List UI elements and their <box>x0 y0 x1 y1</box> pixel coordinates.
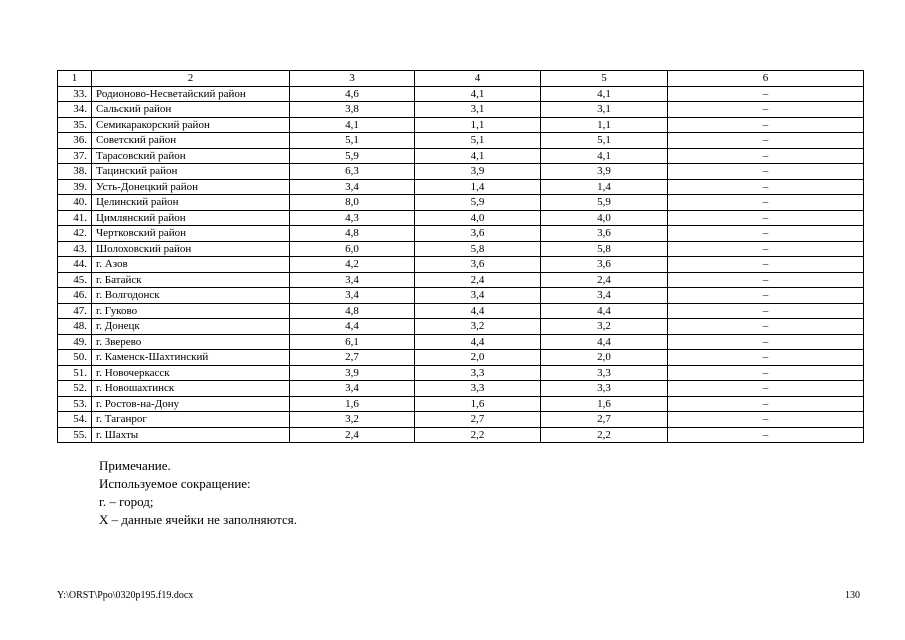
table-cell: г. Гуково <box>92 303 290 319</box>
table-cell: 2,7 <box>415 412 541 428</box>
table-cell: Тарасовский район <box>92 148 290 164</box>
footer-file-path: Y:\ORST\Ppo\0320p195.f19.docx <box>57 590 194 601</box>
table-row <box>58 319 864 335</box>
table-cell: 47. <box>58 303 92 319</box>
table-cell: 6,1 <box>290 334 415 350</box>
table-cell: – <box>668 179 864 195</box>
table-cell: 3,9 <box>541 164 668 180</box>
table-cell: 1,6 <box>541 396 668 412</box>
table-cell: 2,7 <box>290 350 415 366</box>
table-cell: 33. <box>58 86 92 102</box>
table-cell: 3,2 <box>290 412 415 428</box>
table-cell: – <box>668 303 864 319</box>
table-cell: 3,1 <box>415 102 541 118</box>
header-cell: 3 <box>290 71 415 87</box>
table-cell: г. Ростов-на-Дону <box>92 396 290 412</box>
table-header-row <box>58 71 864 87</box>
table-cell: 5,9 <box>290 148 415 164</box>
table-cell: 4,2 <box>290 257 415 273</box>
table-cell: 4,0 <box>415 210 541 226</box>
note-line: Х – данные ячейки не заполняются. <box>99 512 298 527</box>
data-table <box>57 70 864 443</box>
header-cell: 5 <box>541 71 668 87</box>
table-cell: 50. <box>58 350 92 366</box>
table-cell: – <box>668 226 864 242</box>
table-cell: – <box>668 319 864 335</box>
table-cell: – <box>668 272 864 288</box>
table-cell: 2,7 <box>541 412 668 428</box>
table-cell: 36. <box>58 133 92 149</box>
table-row <box>58 102 864 118</box>
table-row <box>58 148 864 164</box>
table-cell: – <box>668 365 864 381</box>
table-cell: 3,6 <box>541 226 668 242</box>
table-row <box>58 86 864 102</box>
table-row <box>58 396 864 412</box>
table-cell: 2,2 <box>415 427 541 443</box>
table-cell: 3,6 <box>415 257 541 273</box>
table-cell: г. Донецк <box>92 319 290 335</box>
note-line: Используемое сокращение: <box>99 476 251 491</box>
table-row <box>58 179 864 195</box>
table-row <box>58 195 864 211</box>
table-cell: 1,1 <box>541 117 668 133</box>
table-cell: 3,2 <box>415 319 541 335</box>
table-cell: 35. <box>58 117 92 133</box>
note-block <box>99 457 297 529</box>
table-cell: – <box>668 427 864 443</box>
table-cell: 38. <box>58 164 92 180</box>
table-cell: г. Новочеркасск <box>92 365 290 381</box>
table-cell: – <box>668 117 864 133</box>
table-cell: 54. <box>58 412 92 428</box>
table-cell: г. Каменск-Шахтинский <box>92 350 290 366</box>
table-cell: 4,1 <box>541 148 668 164</box>
table-cell: 49. <box>58 334 92 350</box>
table-cell: 3,4 <box>415 288 541 304</box>
table-cell: г. Шахты <box>92 427 290 443</box>
table-cell: 2,2 <box>541 427 668 443</box>
table-cell: 4,1 <box>290 117 415 133</box>
table-row <box>58 257 864 273</box>
table-cell: 2,0 <box>415 350 541 366</box>
table-cell: Чертковский район <box>92 226 290 242</box>
table-cell: 3,3 <box>541 365 668 381</box>
table-cell: 40. <box>58 195 92 211</box>
table-cell: Семикаракорский район <box>92 117 290 133</box>
footer-page-number: 130 <box>845 590 860 601</box>
table-cell: Шолоховский район <box>92 241 290 257</box>
table-cell: Тацинский район <box>92 164 290 180</box>
table-cell: 4,4 <box>290 319 415 335</box>
table-cell: 3,1 <box>541 102 668 118</box>
table-cell: 5,1 <box>541 133 668 149</box>
table-cell: 4,4 <box>541 303 668 319</box>
table-cell: 3,2 <box>541 319 668 335</box>
table-cell: г. Волгодонск <box>92 288 290 304</box>
table-cell: Родионово-Несветайский район <box>92 86 290 102</box>
table-row <box>58 427 864 443</box>
table-row <box>58 288 864 304</box>
table-row <box>58 210 864 226</box>
table-cell: – <box>668 288 864 304</box>
table-cell: 5,9 <box>415 195 541 211</box>
table-row <box>58 350 864 366</box>
table-cell: 3,4 <box>290 272 415 288</box>
table-cell: г. Зверево <box>92 334 290 350</box>
table-row <box>58 365 864 381</box>
table-cell: 4,4 <box>541 334 668 350</box>
table-row <box>58 133 864 149</box>
table-cell: 3,4 <box>290 381 415 397</box>
table-cell: – <box>668 195 864 211</box>
table-cell: 4,4 <box>415 303 541 319</box>
table-cell: Цимлянский район <box>92 210 290 226</box>
table-cell: 34. <box>58 102 92 118</box>
table-row <box>58 303 864 319</box>
table-cell: 1,4 <box>541 179 668 195</box>
table-cell: 2,4 <box>290 427 415 443</box>
table-cell: 4,8 <box>290 303 415 319</box>
table-cell: 3,3 <box>415 381 541 397</box>
note-title: Примечание. <box>99 458 171 473</box>
table-cell: – <box>668 241 864 257</box>
table-row <box>58 164 864 180</box>
table-cell: 3,4 <box>290 179 415 195</box>
table-cell: 37. <box>58 148 92 164</box>
table-row <box>58 381 864 397</box>
table-cell: 3,9 <box>290 365 415 381</box>
table-cell: 5,1 <box>290 133 415 149</box>
table-cell: – <box>668 164 864 180</box>
table-cell: 55. <box>58 427 92 443</box>
table-cell: 52. <box>58 381 92 397</box>
table-cell: 4,1 <box>415 148 541 164</box>
table-cell: 1,6 <box>415 396 541 412</box>
table-cell: Сальский район <box>92 102 290 118</box>
table-cell: 1,6 <box>290 396 415 412</box>
table-body <box>58 71 864 443</box>
header-cell: 6 <box>668 71 864 87</box>
header-cell: 2 <box>92 71 290 87</box>
table-cell: 48. <box>58 319 92 335</box>
table-cell: 4,0 <box>541 210 668 226</box>
table-row <box>58 272 864 288</box>
table-cell: – <box>668 210 864 226</box>
table-cell: г. Азов <box>92 257 290 273</box>
table-cell: 6,3 <box>290 164 415 180</box>
table-cell: Советский район <box>92 133 290 149</box>
table-row <box>58 334 864 350</box>
table-cell: 39. <box>58 179 92 195</box>
table-cell: 6,0 <box>290 241 415 257</box>
table-row <box>58 241 864 257</box>
table-cell: 5,9 <box>541 195 668 211</box>
table-cell: 4,1 <box>415 86 541 102</box>
table-cell: 1,1 <box>415 117 541 133</box>
table-cell: 42. <box>58 226 92 242</box>
table-cell: 51. <box>58 365 92 381</box>
table-row <box>58 412 864 428</box>
table-cell: 5,1 <box>415 133 541 149</box>
table-cell: 3,6 <box>541 257 668 273</box>
table-cell: 2,4 <box>541 272 668 288</box>
table-cell: г. Батайск <box>92 272 290 288</box>
table-cell: 43. <box>58 241 92 257</box>
table-cell: – <box>668 133 864 149</box>
table-cell: 3,4 <box>541 288 668 304</box>
table-row <box>58 226 864 242</box>
table-cell: – <box>668 381 864 397</box>
table-cell: 4,4 <box>415 334 541 350</box>
header-cell: 4 <box>415 71 541 87</box>
table-cell: 5,8 <box>541 241 668 257</box>
table-cell: – <box>668 350 864 366</box>
table-row <box>58 117 864 133</box>
table-cell: – <box>668 257 864 273</box>
table-cell: – <box>668 148 864 164</box>
table-cell: 53. <box>58 396 92 412</box>
table-cell: 46. <box>58 288 92 304</box>
table-cell: 3,9 <box>415 164 541 180</box>
table-cell: – <box>668 412 864 428</box>
table-cell: 4,3 <box>290 210 415 226</box>
table-cell: 8,0 <box>290 195 415 211</box>
table-cell: г. Новошахтинск <box>92 381 290 397</box>
table-cell: 3,3 <box>415 365 541 381</box>
table-cell: – <box>668 102 864 118</box>
table-cell: 3,8 <box>290 102 415 118</box>
table-cell: 3,3 <box>541 381 668 397</box>
table-cell: 3,4 <box>290 288 415 304</box>
header-cell: 1 <box>58 71 92 87</box>
table-cell: Усть-Донецкий район <box>92 179 290 195</box>
note-line: г. – город; <box>99 494 154 509</box>
table-cell: – <box>668 86 864 102</box>
table-cell: г. Таганрог <box>92 412 290 428</box>
table-cell: 1,4 <box>415 179 541 195</box>
table-cell: 44. <box>58 257 92 273</box>
table-cell: – <box>668 334 864 350</box>
table-cell: 3,6 <box>415 226 541 242</box>
table-cell: 4,1 <box>541 86 668 102</box>
table-cell: 4,6 <box>290 86 415 102</box>
table-cell: 5,8 <box>415 241 541 257</box>
table-cell: Целинский район <box>92 195 290 211</box>
table-cell: 2,4 <box>415 272 541 288</box>
table-cell: – <box>668 396 864 412</box>
table-cell: 41. <box>58 210 92 226</box>
table-cell: 45. <box>58 272 92 288</box>
table-cell: 2,0 <box>541 350 668 366</box>
table-cell: 4,8 <box>290 226 415 242</box>
